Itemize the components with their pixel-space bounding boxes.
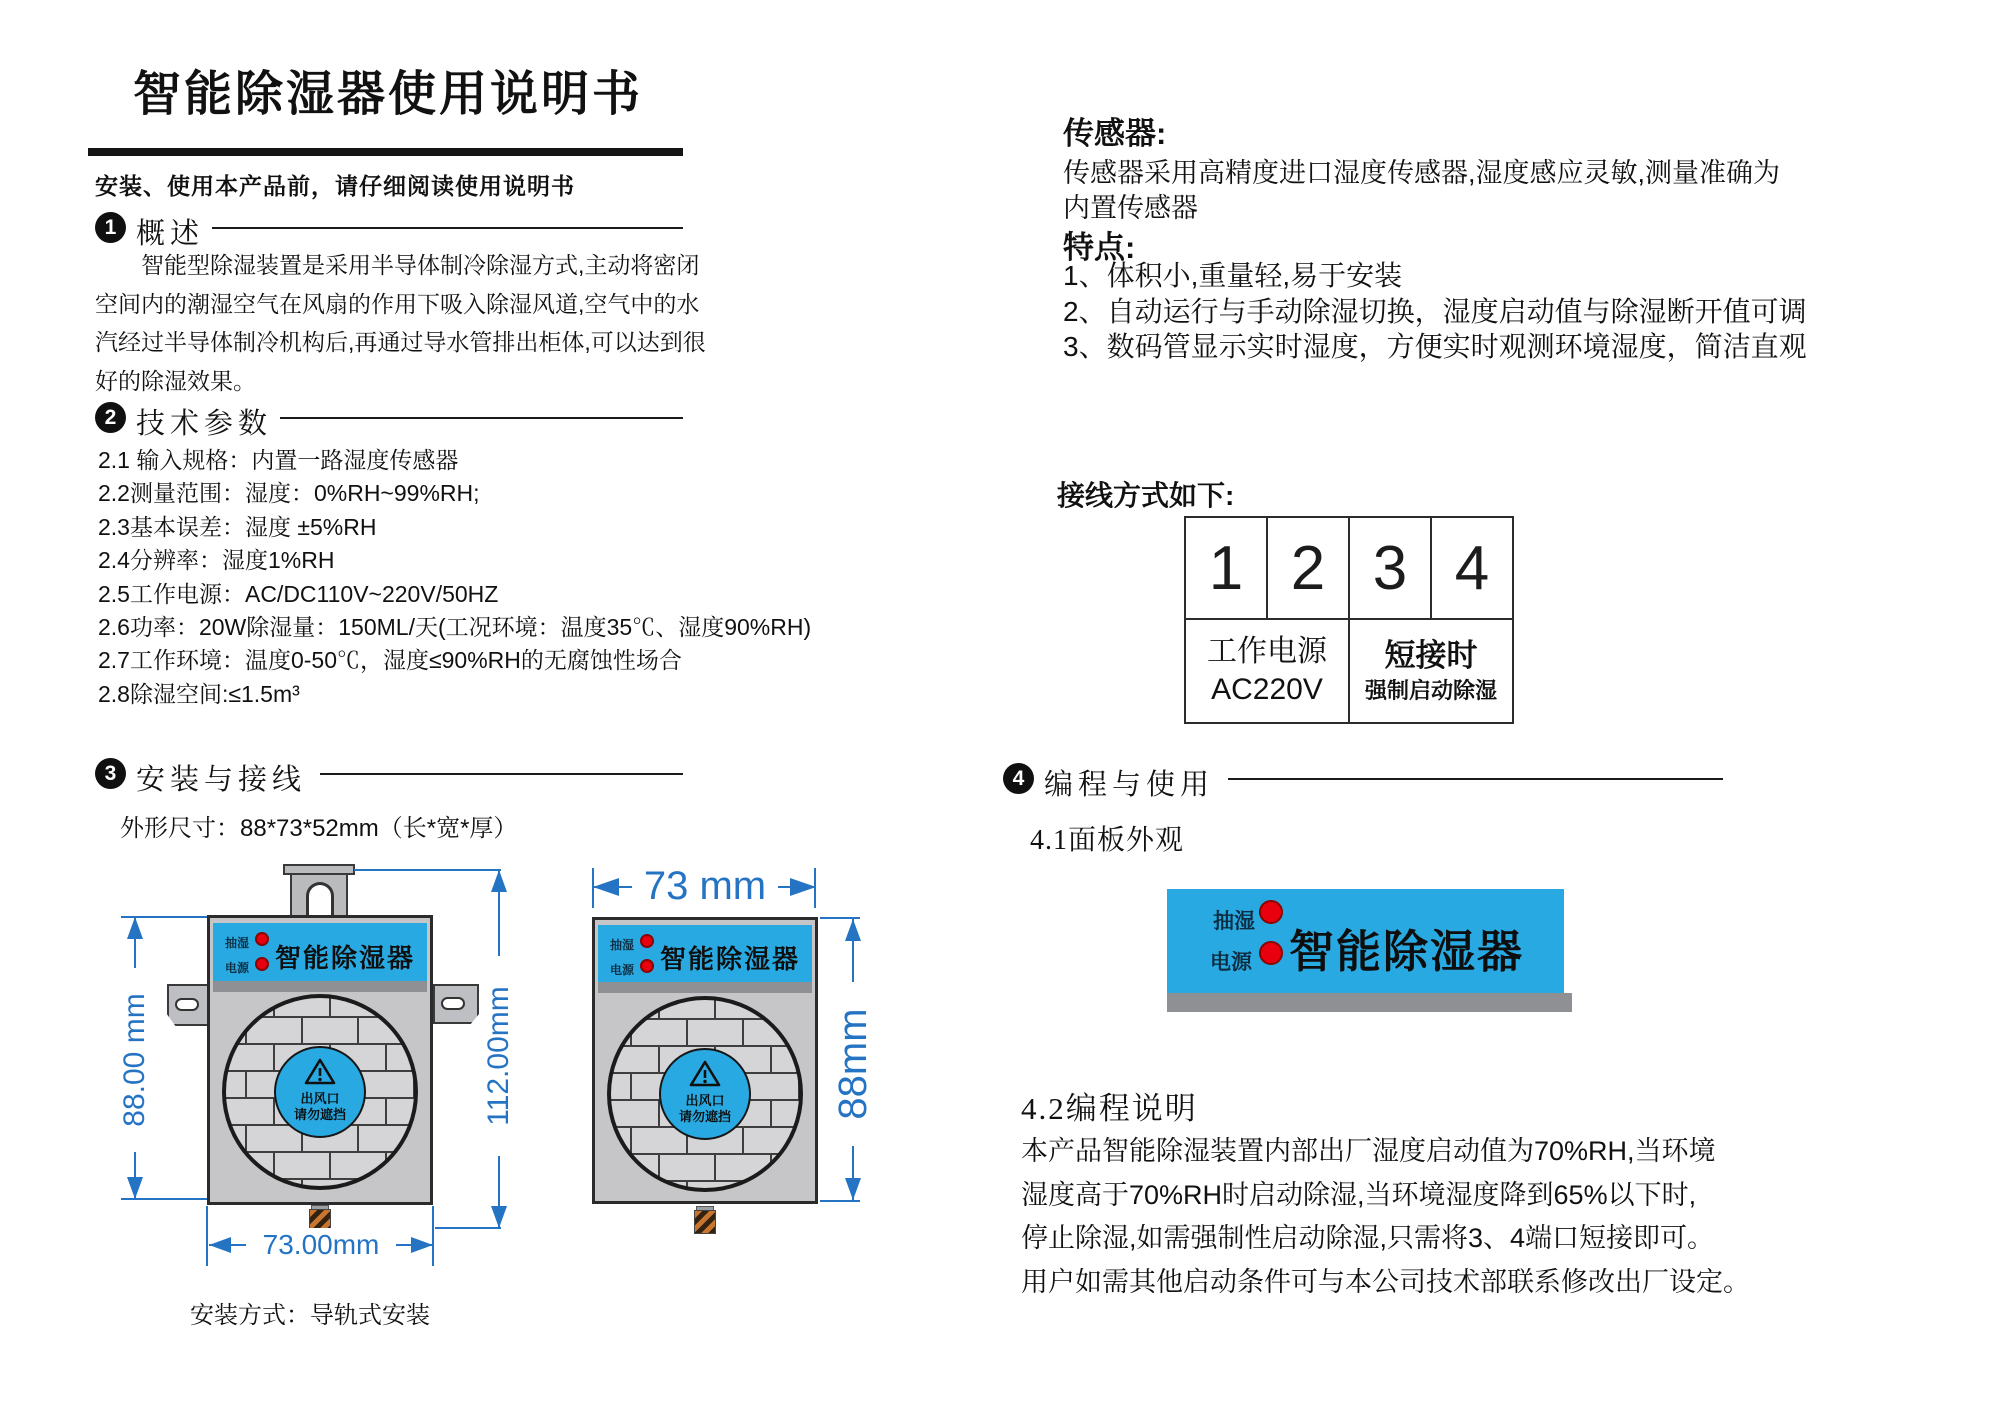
device-brand: 智能除湿器 (275, 943, 416, 973)
spec-item: 2.7工作环境：温度0-50℃，湿度≤90%RH的无腐蚀性场合 (98, 647, 682, 674)
dim-ext-line (354, 869, 501, 871)
feature-item: 2、自动运行与手动除湿切换，湿度启动值与除湿断开值可调 (1063, 295, 1807, 327)
programming-line: 本产品智能除湿装置内部出厂湿度启动值为70%RH,当环境 (1021, 1136, 1716, 1166)
dim-arrow-up (491, 870, 507, 892)
overview-line: 好的除湿效果。 (95, 367, 256, 394)
dim-ext-line (432, 1206, 434, 1266)
led-dehumid-dot (1259, 900, 1283, 924)
short-desc-line1: 短接时 (1384, 638, 1478, 673)
led-power-dot (640, 959, 654, 973)
terminal-2: 2 (1266, 518, 1348, 618)
section-1-title: 概述 (136, 218, 205, 250)
device-front-panel (213, 923, 427, 981)
programming-line: 湿度高于70%RH时启动除湿,当环境湿度降到65%以下时, (1021, 1179, 1697, 1210)
outlet-label-line2: 请勿遮挡 (293, 1107, 346, 1122)
overview-line: 汽经过半导体制冷机构后,再通过导水管排出柜体,可以达到很 (95, 329, 706, 355)
section-2-title: 技术参数 (136, 408, 273, 440)
panel-figure-strip (1167, 993, 1572, 1012)
spec-list (98, 444, 811, 711)
device-side-panel (598, 925, 812, 982)
doc-title: 智能除湿器使用说明书 (133, 68, 644, 121)
wiring-table (1184, 516, 1514, 724)
section-1-badge: 1 (95, 212, 126, 243)
spec-item: 2.3基本误差：湿度 ±5%RH (98, 513, 377, 540)
power-desc-line2: AC220V (1211, 673, 1323, 706)
din-clip-arch (306, 882, 334, 917)
programming-paragraph (1021, 1130, 1750, 1304)
air-outlet-cap (274, 1046, 366, 1138)
dim-arrow-right (411, 1237, 433, 1253)
sensor-line: 内置传感器 (1063, 193, 1198, 223)
short-desc-line2: 强制启动除湿 (1364, 678, 1497, 703)
terminal-desc-row (1186, 620, 1512, 722)
warning-triangle-icon (689, 1060, 721, 1088)
section-1-rule (212, 227, 683, 229)
section-4-badge: 4 (1003, 763, 1034, 794)
terminal-4: 4 (1430, 518, 1512, 618)
features-title: 特点: (1063, 230, 1136, 265)
dim-label-side-width: 73 mm (632, 863, 778, 910)
size-note: 外形尺寸：88*73*52mm（长*宽*厚） (120, 815, 518, 842)
spec-item: 2.1 输入规格：内置一路湿度传感器 (98, 447, 459, 473)
feature-item: 3、数码管显示实时湿度，方便实时观测环境湿度，简洁直观 (1063, 331, 1807, 362)
led-power-label: 电源 (610, 963, 635, 977)
led-power-label: 电源 (225, 961, 250, 975)
drain-tube (694, 1210, 716, 1234)
dim-label-side-height: 88mm (829, 982, 877, 1146)
programming-line: 停止除湿,如需强制性启动除湿,只需将3、4端口短接即可。 (1021, 1223, 1715, 1253)
led-power-dot (1259, 941, 1283, 965)
dim-arrow-up (845, 919, 861, 941)
section-3-title: 安装与接线 (136, 764, 307, 796)
din-rail-slot-right (441, 997, 465, 1010)
section-2-badge: 2 (95, 402, 126, 433)
overview-line: 空间内的潮湿空气在风扇的作用下吸入除湿风道,空气中的水 (95, 290, 700, 317)
subsection-panel-title: 4.1面板外观 (1030, 825, 1185, 856)
dim-label-total-height: 112.00mm (480, 956, 518, 1156)
sensor-paragraph (1063, 156, 1780, 226)
outlet-label-line1: 出风口 (685, 1093, 725, 1108)
dim-arrow-right (790, 878, 816, 896)
subsection-desc-title: 4.2编程说明 (1021, 1091, 1198, 1126)
sensor-line: 传感器采用高精度进口湿度传感器,湿度感应灵敏,测量准确为 (1063, 158, 1781, 188)
dim-label-front-height: 88.00 mm (117, 968, 153, 1152)
dim-arrow-down (491, 1206, 507, 1228)
feature-item: 1、体积小,重量轻,易于安装 (1063, 260, 1403, 291)
air-outlet-cap (659, 1048, 751, 1140)
notice-text: 安装、使用本产品前，请仔细阅读使用说明书 (95, 173, 575, 199)
terminal-row (1186, 518, 1512, 620)
terminal-1: 1 (1208, 533, 1244, 603)
programming-line: 用户如需其他启动条件可与本公司技术部联系修改出厂设定。 (1021, 1266, 1750, 1297)
sensor-title: 传感器: (1063, 116, 1167, 151)
spec-item: 2.6功率：20W除湿量：150ML/天(工况环境：温度35℃、湿度90%RH) (98, 614, 812, 641)
outlet-label-line1: 出风口 (300, 1091, 340, 1106)
terminal-3: 3 (1348, 518, 1430, 618)
power-desc-line1: 工作电源 (1207, 635, 1327, 668)
section-2-rule (280, 417, 683, 419)
section-4-title: 编程与使用 (1044, 769, 1215, 801)
short-terminal-desc (1348, 620, 1512, 722)
features-list (1063, 258, 1807, 365)
outlet-label-line2: 请勿遮挡 (678, 1109, 731, 1124)
spec-item: 2.8除湿空间:≤1.5m³ (98, 680, 300, 707)
panel-figure (1167, 889, 1564, 993)
led-dehumid-label: 抽湿 (610, 938, 635, 952)
dim-ext-line (820, 1200, 860, 1202)
section-3-badge: 3 (95, 758, 126, 789)
led-dehumid-label: 抽湿 (1213, 910, 1255, 933)
wiring-label: 接线方式如下: (1057, 480, 1235, 511)
din-rail-slot-left (175, 998, 199, 1011)
dim-arrow-left (209, 1237, 231, 1253)
led-dehumid-dot (255, 932, 269, 946)
dim-arrow-up (127, 917, 143, 939)
spec-item: 2.5工作电源：AC/DC110V~220V/50HZ (98, 580, 499, 607)
overview-line: 智能型除湿装置是采用半导体制冷除湿方式,主动将密闭 (141, 252, 700, 278)
mount-note: 安装方式：导轨式安装 (190, 1302, 430, 1329)
dim-arrow-left (593, 878, 619, 896)
title-underline (88, 148, 683, 156)
panel-figure-brand: 智能除湿器 (1289, 926, 1525, 977)
dim-ext-line (206, 1206, 208, 1266)
dim-label-front-width: 73.00mm (246, 1228, 396, 1262)
warning-triangle-icon (304, 1058, 336, 1086)
dim-arrow-down (845, 1178, 861, 1200)
led-power-label: 电源 (1210, 951, 1252, 974)
power-terminal-desc (1186, 620, 1348, 722)
dim-arrow-down (127, 1177, 143, 1199)
section-4-rule (1228, 778, 1723, 780)
spec-item: 2.2测量范围：湿度：0%RH~99%RH; (98, 480, 480, 507)
device-brand: 智能除湿器 (660, 944, 801, 974)
led-power-dot (255, 957, 269, 971)
overview-paragraph (95, 246, 706, 400)
spec-item: 2.4分辨率：湿度1%RH (98, 547, 335, 574)
section-3-rule (320, 773, 683, 775)
led-dehumid-label: 抽湿 (225, 936, 250, 950)
led-dehumid-dot (640, 934, 654, 948)
